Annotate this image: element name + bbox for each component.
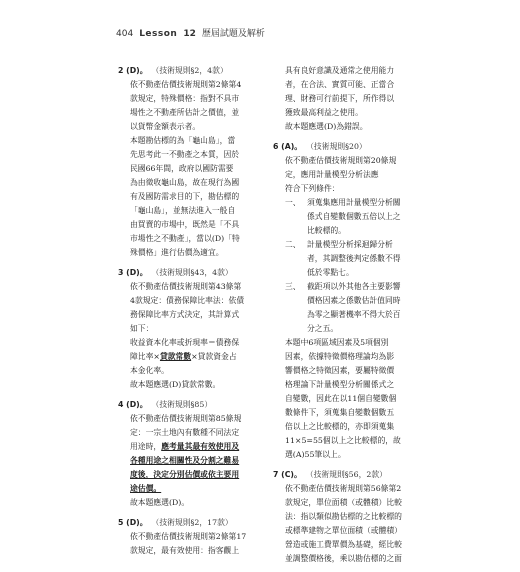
text-line: 定：一宗土地內有數種不同法定 [130, 428, 240, 437]
text-line: 以貨幣金額表示者。 [130, 122, 201, 131]
text-line: 款規定，最有效使用：指客觀上 [130, 546, 240, 555]
answer-2 [118, 64, 268, 260]
emphasis-text: 各種用途之相關性及分割之難易 [130, 456, 240, 465]
text-line: 定，應用計量模型分析法應 [285, 170, 379, 179]
text-line: 用途時，應考量其最有效使用及 [130, 442, 240, 451]
left-column [118, 64, 268, 564]
text-line: 依不動產估價技術規則第85條規 [130, 414, 242, 423]
answer-3 [118, 266, 268, 392]
list-item: 三、 截距項以外其他各主要影響 價格因素之係數估計值同時 為零之顯著機率不得大於百 分之五。 [285, 282, 401, 333]
page-subtitle: 歷屆試題及解析 [201, 29, 265, 39]
answer-5-ref: （技術規則§2，17款） [151, 518, 233, 527]
answer-7 [273, 468, 423, 566]
text-line: 11×5=55個以上之比較標的，故 [285, 436, 401, 445]
text-line: 有及國防需求目的下，勘估標的 [130, 192, 240, 201]
text-line: 自變數，因此在以11個自變數個 [285, 394, 397, 403]
answer-2-number: 2 (D)。 [118, 66, 148, 75]
emphasis-text: 途估價。 [130, 484, 162, 493]
condition-list [273, 196, 423, 336]
text-line: 民國66年間，政府以國防需要 [130, 164, 234, 173]
text-line: 具有良好意識及通常之使用能力 [285, 66, 395, 75]
text-line: 收益資本化率或折現率＝債務保 [130, 338, 240, 347]
text-line: 故本題應選(D)。 [130, 498, 190, 507]
text-line: 選(A)55筆以上。 [285, 450, 346, 459]
text-line: 市場性之不動產」，當以(D)「特 [130, 234, 240, 243]
text-line: 本題勘估標的為「龜山島」，當 [130, 136, 236, 145]
lesson-label: Lesson [139, 29, 178, 39]
text-line: 或標準建物之單位面積（或體積） [285, 526, 402, 535]
list-item: 二、 計量模型分析採迴歸分析 者，其調整後判定係數不得 低於零點七。 [285, 240, 401, 277]
answer-3-body [118, 280, 268, 392]
answer-7-number: 7 (C)。 [273, 470, 302, 479]
answer-3-number: 3 (D)。 [118, 268, 148, 277]
text-line: 法：指以類似勘估標的之比較標的 [285, 512, 402, 521]
page-header [116, 26, 265, 39]
list-item: 一、 須蒐集應用計量模型分析關 係式自變數個數五倍以上之 比較標的。 [285, 198, 401, 235]
text-line: 如下： [130, 324, 154, 333]
answer-5-number: 5 (D)。 [118, 518, 148, 527]
answer-6 [273, 140, 423, 462]
text-line: 款規定，單位面積（或體積）比較 [285, 498, 402, 507]
page-number: 404 [116, 29, 134, 39]
text-line: 務保障比率方式決定，其計算式 [130, 310, 240, 319]
answer-6-body [273, 336, 423, 462]
text-line: 依不動產估價技術規則第2條第4 [130, 80, 242, 89]
text-line: 故本題應選(D)貸款常數。 [130, 380, 221, 389]
answer-5 [118, 516, 268, 558]
answer-4-number: 4 (D)。 [118, 400, 148, 409]
answer-7-body [273, 482, 423, 566]
answer-6-number: 6 (A)。 [273, 142, 303, 151]
text-line: 故本題應選(D)為錯誤。 [285, 122, 368, 131]
text-line: 格理論下計量模型分析關係式之 [285, 380, 395, 389]
text-line: 者，在合法、實質可能、正當合 [285, 80, 395, 89]
text-line: 殊價格」進行估價為適宜。 [130, 248, 224, 257]
text-line: 響價格之特徵因素，要屬特徵價 [285, 366, 395, 375]
answer-7-ref: （技術規則§56，2款） [305, 470, 387, 479]
emphasis-text: 度後，決定分別估價或依主要用 [130, 470, 240, 479]
answer-6-intro [273, 154, 423, 196]
lesson-number: 12 [183, 29, 196, 39]
text-line: 營造或施工費單價為基礎，經比較 [285, 540, 402, 549]
text-line: 獲致最高利益之使用。 [285, 108, 363, 117]
text-line: 符合下列條件： [285, 184, 340, 193]
text-line: 先思考此一不動產之本質，因於 [130, 150, 240, 159]
answer-5-continued [273, 64, 423, 134]
text-line: 4款規定：債務保障比率法：依債 [130, 296, 245, 305]
text-line: 「龜山島」，並無法進入一般自 [130, 206, 236, 215]
answer-4 [118, 398, 268, 510]
emphasis-text: 應考量其最有效使用及 [161, 442, 240, 451]
right-column [273, 64, 423, 572]
text-line: 數條件下，須蒐集自變數個數五 [285, 408, 395, 417]
text-line: 款規定，特殊價格：指對不具市 [130, 94, 240, 103]
answer-4-body [118, 412, 268, 510]
text-line: 本題中6項區域因素及5項個別 [285, 338, 389, 347]
text-line: 場性之不動產所估計之價值，並 [130, 108, 240, 117]
text-line: 本金化率。 [130, 366, 169, 375]
text-line: 由買賣的市場中，既然是「不具 [130, 220, 240, 229]
text-line: 倍以上之比較標的，亦即須蒐集 [285, 422, 395, 431]
answer-2-body [118, 78, 268, 260]
text-line: 並調整價格後，乘以勘估標的之面 [285, 554, 402, 563]
answer-4-ref: （技術規則§85） [151, 400, 213, 409]
text-line: 為由徵收龜山島，故在現行為國 [130, 178, 240, 187]
formula-line: 障比率×貸款常數×貸款資金占 [130, 352, 237, 361]
text-line: 依不動產估價技術規則第43條第 [130, 282, 242, 291]
text-line: 因素，依據特徵價格理論均為影 [285, 352, 395, 361]
answer-2-ref: （技術規則§2，4款） [151, 66, 228, 75]
answer-5-body [118, 530, 268, 558]
loan-constant-emphasis: 貸款常數 [159, 352, 192, 361]
text-line: 理、財務可行前提下，所作得以 [285, 94, 395, 103]
text-line: 依不動產估價技術規則第20條規 [285, 156, 397, 165]
text-line: 依不動產估價技術規則第2條第17 [130, 532, 247, 541]
text-line: 依不動產估價技術規則第56條第2 [285, 484, 402, 493]
answer-6-ref: （技術規則§20） [306, 142, 367, 151]
answer-3-ref: （技術規則§43，4款） [151, 268, 233, 277]
